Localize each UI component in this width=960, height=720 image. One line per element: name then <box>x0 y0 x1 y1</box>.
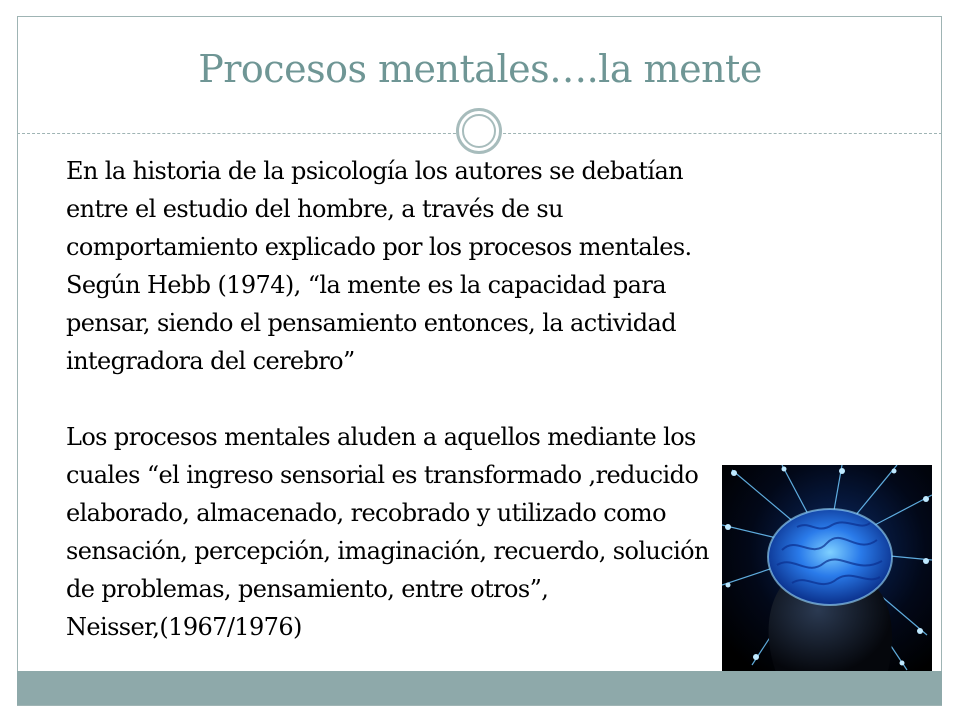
paragraph-neisser: Los procesos mentales aluden a aquellos mediante los cuales “el ingreso sensorial es transformado ,reducido elaborado, almacenado, recobrado y utilizado como sensación, percepción, imaginación, recuerdo, solución de problemas, pensamiento, entre otros”, Neisser,(1967/1976) <box>66 423 709 641</box>
circle-ornament-icon <box>456 108 502 154</box>
slide-title: Procesos mentales….la mente <box>198 47 762 91</box>
footer-bar <box>17 671 942 705</box>
paragraph-hebb: En la historia de la psicología los autores se debatían entre el estudio del hombre, a través de su comportamiento explicado por los procesos mentales. Según Hebb (1974), “la mente es la capacidad para pensar, siendo el pensamiento entonces, la actividad integradora del cerebro” <box>66 157 692 375</box>
slide-body <box>66 152 856 646</box>
